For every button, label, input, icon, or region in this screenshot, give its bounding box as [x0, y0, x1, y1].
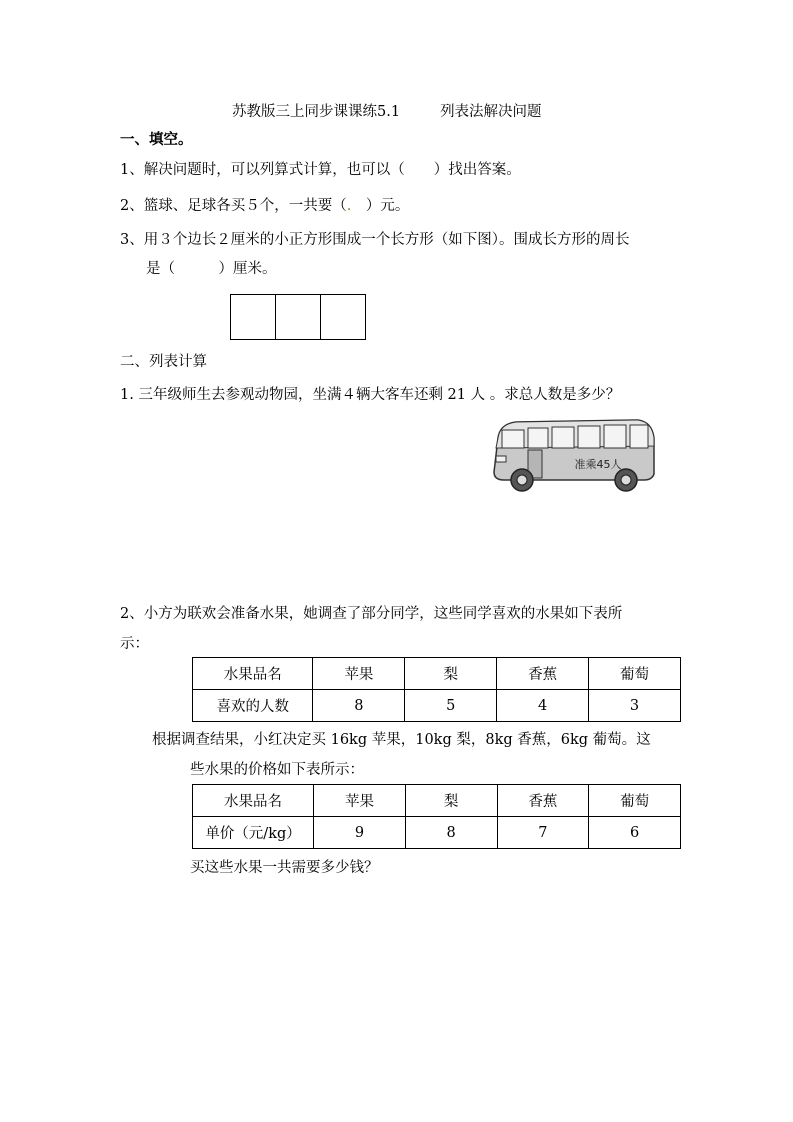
table-header-row	[193, 658, 681, 690]
question-3-line-2: 是（ ）厘米。	[146, 261, 277, 277]
bus-illustration	[488, 416, 656, 494]
table-cell: 葡萄	[589, 658, 681, 690]
table-cell: 3	[589, 690, 681, 722]
question-1: 1、解决问题时，可以列算式计算，也可以（ ）找出答案。	[120, 162, 521, 178]
page-title	[232, 102, 542, 122]
table-cell: 苹果	[313, 658, 405, 690]
title-left: 苏教版三上同步课课练5.1	[232, 104, 401, 120]
problem-2-line-2: 示：	[120, 636, 149, 652]
table-cell: 香蕉	[497, 785, 589, 817]
table-cell: 9	[314, 817, 406, 849]
square	[231, 295, 276, 339]
table-cell: 4	[497, 690, 589, 722]
fruit-preference-table	[192, 657, 681, 722]
title-right: 列表法解决问题	[440, 104, 542, 120]
table-cell: 葡萄	[589, 785, 681, 817]
bus-capacity-label: 准乘45人	[574, 458, 622, 471]
table-cell: 苹果	[314, 785, 406, 817]
problem-2-line-1: 2、小方为联欢会准备水果，她调查了部分同学，这些同学喜欢的水果如下表所	[120, 606, 623, 622]
table-cell: 6	[589, 817, 681, 849]
table-cell: 5	[405, 690, 497, 722]
table-cell: 香蕉	[497, 658, 589, 690]
section1-heading: 一、填空。	[120, 132, 193, 148]
section2-heading: 二、列表计算	[120, 354, 207, 370]
question-2	[120, 196, 409, 216]
problem-1: 1. 三年级师生去参观动物园，坐满４辆大客车还剩 21 人 。求总人数是多少？	[120, 387, 621, 403]
table-cell: 梨	[405, 658, 497, 690]
square	[321, 295, 365, 339]
table-cell: 8	[313, 690, 405, 722]
square	[276, 295, 321, 339]
question-3-line-1: 3、用３个边长２厘米的小正方形围成一个长方形（如下图）。围成长方形的周长	[120, 232, 630, 248]
question-2-part-a: 2、篮球、足球各买５个，一共要（	[120, 198, 347, 214]
table-cell: 水果品名	[193, 658, 313, 690]
question-2-mark: .	[346, 198, 352, 214]
table-cell: 7	[497, 817, 589, 849]
question-2-part-b: ）元。	[351, 198, 410, 214]
problem-2-line-4: 些水果的价格如下表所示：	[190, 762, 364, 778]
table-cell: 喜欢的人数	[193, 690, 313, 722]
table-header-row	[193, 785, 681, 817]
table-cell: 水果品名	[193, 785, 314, 817]
problem-2-line-3: 根据调查结果，小红决定买 16kg 苹果，10kg 梨，8kg 香蕉，6kg 葡萄。这	[152, 732, 651, 748]
table-row	[193, 817, 681, 849]
table-cell: 梨	[405, 785, 497, 817]
problem-2-question: 买这些水果一共需要多少钱？	[190, 860, 379, 876]
three-squares-figure	[230, 294, 366, 340]
table-cell: 8	[405, 817, 497, 849]
table-cell: 单价（元/kg）	[193, 817, 314, 849]
fruit-price-table	[192, 784, 681, 849]
table-row	[193, 690, 681, 722]
